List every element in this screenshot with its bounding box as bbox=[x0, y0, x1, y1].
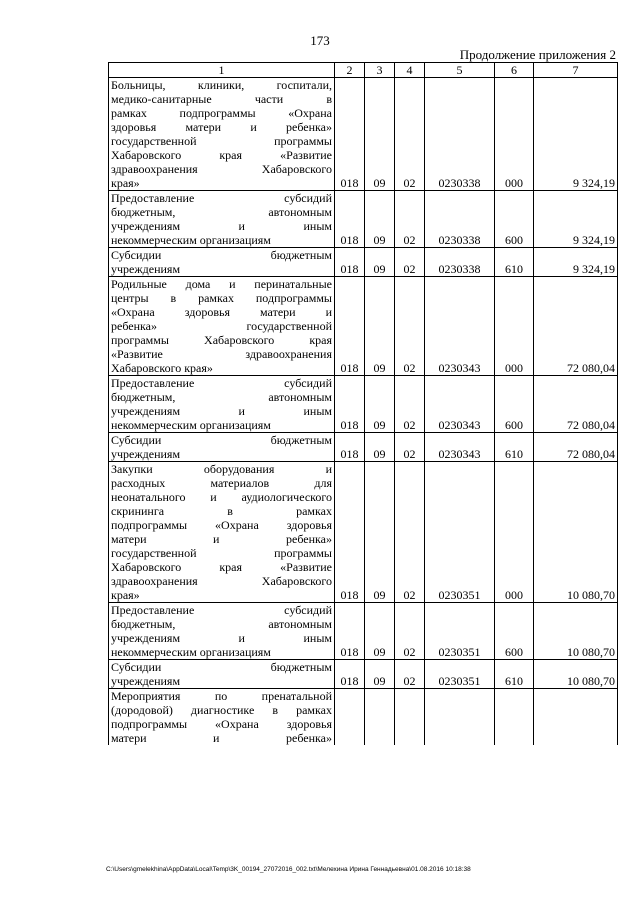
expenditure-name-line: медико-санитарные части в bbox=[111, 92, 332, 106]
target-article-cell: 0230338 bbox=[425, 78, 495, 191]
column-header: 4 bbox=[395, 63, 425, 78]
subsection-code-cell: 02 bbox=[395, 78, 425, 191]
expenditure-name-line: программы Хабаровского края bbox=[111, 333, 332, 347]
expenditure-name-line: бюджетным, автономным bbox=[111, 390, 332, 404]
subsection-code-cell: 02 bbox=[395, 462, 425, 603]
table-row bbox=[109, 277, 618, 376]
expenditure-name-line: неонатального и аудиологического bbox=[111, 490, 332, 504]
expenditure-name-line: Хабаровского края «Развитие bbox=[111, 560, 332, 574]
target-article-cell: 0230338 bbox=[425, 191, 495, 248]
section-code-cell: 09 bbox=[365, 78, 395, 191]
column-header: 7 bbox=[534, 63, 618, 78]
expenditure-name-line: учреждениям bbox=[111, 674, 181, 688]
expense-type-cell: 610 bbox=[495, 433, 534, 462]
expenditure-name-line: Предоставление субсидий bbox=[111, 191, 332, 205]
target-article-cell: 0230351 bbox=[425, 660, 495, 689]
amount-cell: 9 324,19 bbox=[534, 78, 618, 191]
target-article-cell: 0230343 bbox=[425, 277, 495, 376]
expenditure-name-line: Больницы, клиники, госпитали, bbox=[111, 78, 332, 92]
expense-type-cell: 000 bbox=[495, 277, 534, 376]
expenditure-name-line: государственной программы bbox=[111, 134, 332, 148]
ministry-code-cell: 018 bbox=[335, 660, 365, 689]
expenditure-name-line: бюджетным, автономным bbox=[111, 205, 332, 219]
expenditure-name-line: матери и ребенка» bbox=[111, 731, 332, 745]
amount-cell bbox=[534, 689, 618, 746]
table-row bbox=[109, 660, 618, 689]
ministry-code-cell: 018 bbox=[335, 248, 365, 277]
expenditure-name-line: Субсидии бюджетным bbox=[111, 660, 332, 674]
subsection-code-cell: 02 bbox=[395, 376, 425, 433]
expenditure-name-line: «Развитие здравоохранения bbox=[111, 347, 332, 361]
table-header-row bbox=[109, 63, 618, 78]
section-code-cell: 09 bbox=[365, 433, 395, 462]
subsection-code-cell: 02 bbox=[395, 603, 425, 660]
expenditure-name-cell bbox=[109, 191, 335, 248]
expenditure-name-line: расходных материалов для bbox=[111, 476, 332, 490]
expenditure-name-line: Предоставление субсидий bbox=[111, 376, 332, 390]
section-code-cell: 09 bbox=[365, 376, 395, 433]
expenditure-name-line: Субсидии бюджетным bbox=[111, 433, 332, 447]
expenditure-name-line: центры в рамках подпрограммы bbox=[111, 291, 332, 305]
column-header: 2 bbox=[335, 63, 365, 78]
amount-cell: 10 080,70 bbox=[534, 462, 618, 603]
subsection-code-cell bbox=[395, 689, 425, 746]
target-article-cell: 0230343 bbox=[425, 376, 495, 433]
ministry-code-cell: 018 bbox=[335, 462, 365, 603]
expenditure-name-line: бюджетным, автономным bbox=[111, 617, 332, 631]
ministry-code-cell: 018 bbox=[335, 376, 365, 433]
subsection-code-cell: 02 bbox=[395, 191, 425, 248]
expenditure-name-line: учреждениям и иным bbox=[111, 404, 332, 418]
expenditure-name-line: учреждениям и иным bbox=[111, 631, 332, 645]
table-row bbox=[109, 376, 618, 433]
expenditure-name-cell bbox=[109, 462, 335, 603]
expenditure-name-line: здравоохранения Хабаровского bbox=[111, 162, 332, 176]
expenditure-name-line: здоровья матери и ребенка» bbox=[111, 120, 332, 134]
expenditure-name-cell bbox=[109, 376, 335, 433]
appendix-continuation-note: Продолжение приложения 2 bbox=[459, 47, 616, 62]
amount-cell: 9 324,19 bbox=[534, 248, 618, 277]
section-code-cell bbox=[365, 689, 395, 746]
table-row bbox=[109, 603, 618, 660]
amount-cell: 72 080,04 bbox=[534, 376, 618, 433]
expenditure-name-line: учреждениям bbox=[111, 262, 181, 276]
subsection-code-cell: 02 bbox=[395, 433, 425, 462]
table-row bbox=[109, 433, 618, 462]
ministry-code-cell: 018 bbox=[335, 603, 365, 660]
table-row bbox=[109, 78, 618, 191]
amount-cell: 72 080,04 bbox=[534, 433, 618, 462]
expenditure-name-cell bbox=[109, 248, 335, 277]
expense-type-cell: 600 bbox=[495, 603, 534, 660]
expenditure-name-line: Субсидии бюджетным bbox=[111, 248, 332, 262]
target-article-cell: 0230338 bbox=[425, 248, 495, 277]
expenditure-name-line: края» bbox=[111, 176, 140, 190]
expenditure-name-line: некоммерческим организациям bbox=[111, 645, 271, 659]
column-header: 5 bbox=[425, 63, 495, 78]
subsection-code-cell: 02 bbox=[395, 277, 425, 376]
expenditure-name-line: учреждениям bbox=[111, 447, 181, 461]
expenditure-name-line: матери и ребенка» bbox=[111, 532, 332, 546]
amount-cell: 10 080,70 bbox=[534, 660, 618, 689]
expenditure-name-cell bbox=[109, 689, 335, 746]
ministry-code-cell bbox=[335, 689, 365, 746]
expenditure-name-line: здравоохранения Хабаровского bbox=[111, 574, 332, 588]
subsection-code-cell: 02 bbox=[395, 660, 425, 689]
expenditure-name-line: рамках подпрограммы «Охрана bbox=[111, 106, 332, 120]
table-row bbox=[109, 191, 618, 248]
target-article-cell: 0230343 bbox=[425, 433, 495, 462]
expenditure-name-line: «Охрана здоровья матери и bbox=[111, 305, 332, 319]
ministry-code-cell: 018 bbox=[335, 191, 365, 248]
section-code-cell: 09 bbox=[365, 191, 395, 248]
expenditure-name-line: подпрограммы «Охрана здоровья bbox=[111, 518, 332, 532]
section-code-cell: 09 bbox=[365, 277, 395, 376]
expenditure-name-line: скрининга в рамках bbox=[111, 504, 332, 518]
expense-type-cell: 000 bbox=[495, 462, 534, 603]
expenditure-name-cell bbox=[109, 603, 335, 660]
expenditure-name-line: учреждениям и иным bbox=[111, 219, 332, 233]
amount-cell: 10 080,70 bbox=[534, 603, 618, 660]
ministry-code-cell: 018 bbox=[335, 277, 365, 376]
expense-type-cell: 000 bbox=[495, 78, 534, 191]
column-header: 3 bbox=[365, 63, 395, 78]
budget-table bbox=[108, 62, 618, 745]
section-code-cell: 09 bbox=[365, 660, 395, 689]
expenditure-name-line: Хабаровского края» bbox=[111, 361, 213, 375]
expenditure-name-line: Мероприятия по пренатальной bbox=[111, 689, 332, 703]
expense-type-cell: 600 bbox=[495, 376, 534, 433]
expenditure-name-line: Родильные дома и перинатальные bbox=[111, 277, 332, 291]
section-code-cell: 09 bbox=[365, 462, 395, 603]
expenditure-name-line: Предоставление субсидий bbox=[111, 603, 332, 617]
expenditure-name-line: некоммерческим организациям bbox=[111, 233, 271, 247]
ministry-code-cell: 018 bbox=[335, 433, 365, 462]
target-article-cell: 0230351 bbox=[425, 603, 495, 660]
amount-cell: 72 080,04 bbox=[534, 277, 618, 376]
expenditure-name-cell bbox=[109, 660, 335, 689]
expense-type-cell: 610 bbox=[495, 660, 534, 689]
amount-cell: 9 324,19 bbox=[534, 191, 618, 248]
table-row bbox=[109, 462, 618, 603]
target-article-cell: 0230351 bbox=[425, 462, 495, 603]
table-row bbox=[109, 689, 618, 746]
expenditure-name-line: Хабаровского края «Развитие bbox=[111, 148, 332, 162]
column-header: 6 bbox=[495, 63, 534, 78]
expenditure-name-line: подпрограммы «Охрана здоровья bbox=[111, 717, 332, 731]
target-article-cell bbox=[425, 689, 495, 746]
expense-type-cell: 610 bbox=[495, 248, 534, 277]
expenditure-name-cell bbox=[109, 78, 335, 191]
section-code-cell: 09 bbox=[365, 603, 395, 660]
expenditure-name-line: государственной программы bbox=[111, 546, 332, 560]
table-row bbox=[109, 248, 618, 277]
expenditure-name-line: Закупки оборудования и bbox=[111, 462, 332, 476]
page-number: 173 bbox=[310, 33, 330, 48]
expense-type-cell bbox=[495, 689, 534, 746]
section-code-cell: 09 bbox=[365, 248, 395, 277]
subsection-code-cell: 02 bbox=[395, 248, 425, 277]
expense-type-cell: 600 bbox=[495, 191, 534, 248]
expenditure-name-line: некоммерческим организациям bbox=[111, 418, 271, 432]
expenditure-name-line: ребенка» государственной bbox=[111, 319, 332, 333]
expenditure-name-line: (дородовой) диагностике в рамках bbox=[111, 703, 332, 717]
footer-file-path: C:\Users\gmelekhina\AppData\Local\Temp\3K_00194_27072016_002.txt\Мелехина Ирина Геннадьевна\01.08.2016 10:18:38 bbox=[106, 866, 471, 873]
expenditure-name-cell bbox=[109, 277, 335, 376]
table-body bbox=[109, 78, 618, 746]
ministry-code-cell: 018 bbox=[335, 78, 365, 191]
column-header: 1 bbox=[109, 63, 335, 78]
expenditure-name-line: края» bbox=[111, 588, 140, 602]
expenditure-name-cell bbox=[109, 433, 335, 462]
